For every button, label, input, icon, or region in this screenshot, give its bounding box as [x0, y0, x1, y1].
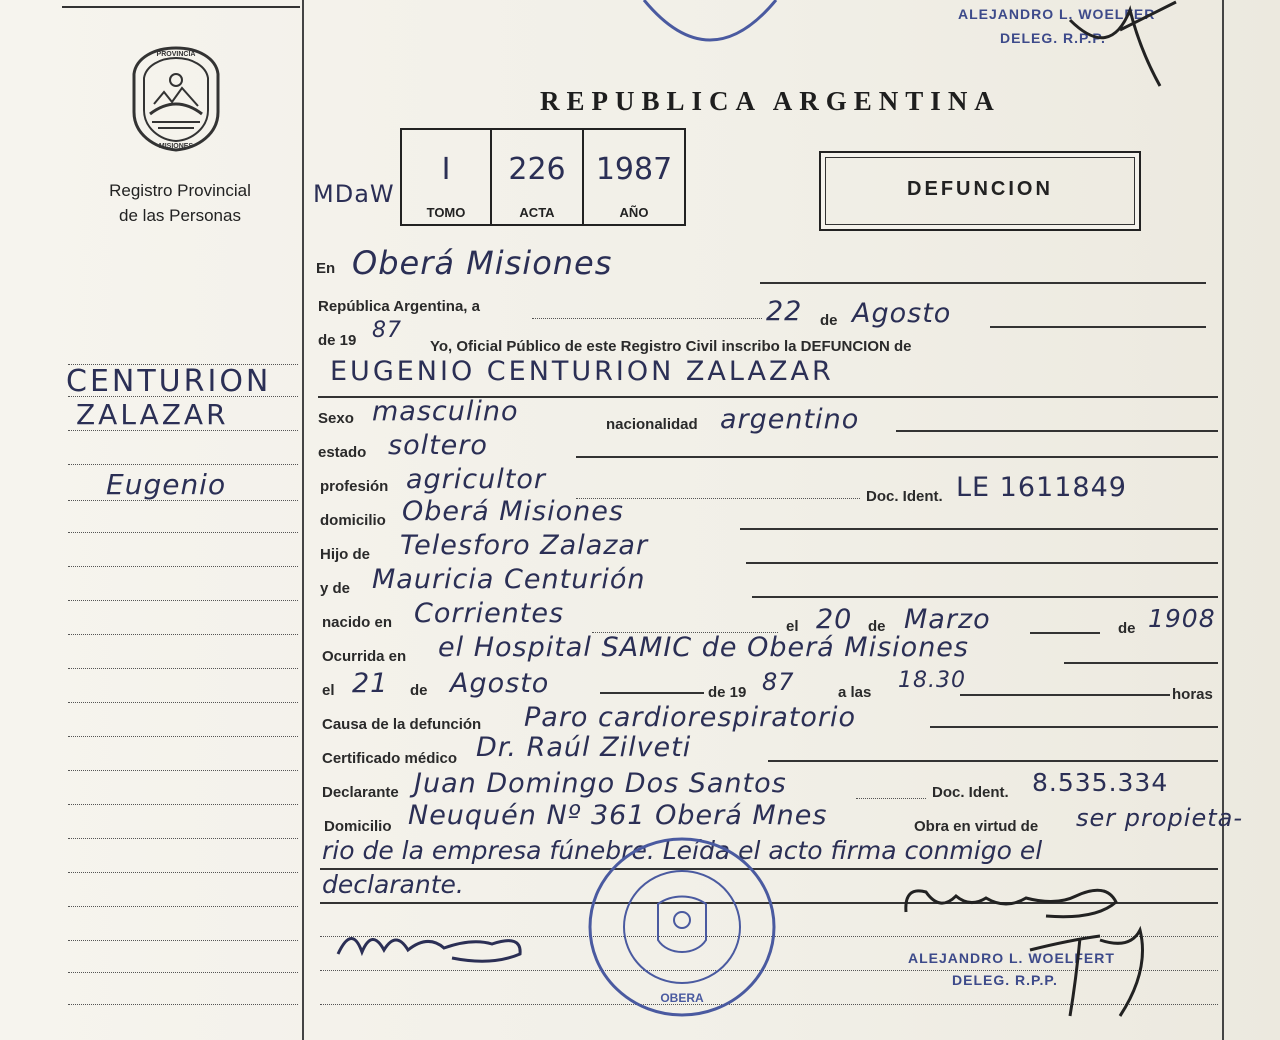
margin-line	[68, 600, 298, 601]
docident-label: Doc. Ident.	[866, 488, 943, 505]
en-label: En	[316, 260, 336, 277]
docident2-label: Doc. Ident.	[932, 784, 1009, 801]
emblem-bottom-text: MISIONES	[158, 143, 194, 150]
yde-label: y de	[320, 580, 351, 597]
birth-de2-label: de	[1118, 620, 1136, 637]
margin-line	[68, 634, 298, 635]
estado-value: soltero	[388, 430, 488, 461]
margin-line	[68, 972, 298, 973]
declarant-name: Juan Domingo Dos Santos	[414, 768, 787, 799]
death-register-month: Agosto	[852, 298, 952, 329]
yo-text: Yo, Oficial Público de este Registro Civil inscribo la DEFUNCION de	[430, 338, 912, 355]
death-de-label: de	[410, 682, 428, 699]
fill-line	[576, 456, 1218, 458]
registry-line1: Registro Provincial	[109, 181, 251, 200]
nacido-label: nacido en	[322, 614, 393, 631]
page-title: REPUBLICA ARGENTINA	[540, 86, 1001, 116]
provincial-emblem-icon	[128, 44, 224, 154]
margin-line	[68, 532, 298, 533]
tomo-label: TOMO	[426, 205, 466, 220]
margin-line	[68, 770, 298, 771]
birthplace: Corrientes	[414, 598, 565, 629]
death-register-day: 22	[766, 296, 803, 327]
horas-label: horas	[1172, 686, 1213, 703]
fill-line	[740, 528, 1218, 530]
death-month: Agosto	[450, 668, 550, 699]
birth-day: 20	[816, 604, 853, 635]
anio-value: 1987	[595, 152, 673, 187]
registration-box	[400, 128, 686, 226]
death-day: 21	[352, 668, 389, 699]
seal-bottom-text: OBERA	[660, 991, 704, 1005]
registry-name	[62, 178, 298, 228]
margin-line	[68, 940, 298, 941]
tomo-value: I	[441, 152, 451, 187]
place-of-death: el Hospital SAMIC de Oberá Misiones	[438, 632, 969, 663]
republica-label: República Argentina, a	[318, 298, 480, 315]
top-rule	[62, 6, 300, 8]
obra-end: declarante.	[322, 870, 464, 899]
birth-month: Marzo	[904, 604, 991, 635]
death-de19-label: de 19	[708, 684, 747, 701]
margin-line	[68, 736, 298, 737]
official-stamp-bottom: ALEJANDRO L. WOELFERT	[908, 950, 1115, 966]
fill-line	[1064, 662, 1218, 664]
seal-top-text	[604, 1022, 605, 1023]
declarant-address: Neuquén Nº 361 Oberá Mnes	[408, 800, 828, 831]
margin-line	[68, 906, 298, 907]
father-name: Telesforo Zalazar	[400, 530, 649, 561]
official-stamp-bottom-line2: DELEG. R.P.P.	[952, 972, 1058, 988]
domicilio-value: Oberá Misiones	[402, 496, 624, 527]
obra-value: ser propieta-	[1076, 804, 1243, 832]
death-el-label: el	[322, 682, 335, 699]
declarant-doc: 8.535.334	[1032, 768, 1169, 797]
anio-label: AÑO	[619, 205, 649, 220]
birth-el-label: el	[786, 618, 799, 635]
ocurrida-label: Ocurrida en	[322, 648, 407, 665]
death-hour: 18.30	[898, 668, 966, 693]
en-value: Oberá Misiones	[352, 244, 613, 282]
tomo-cell	[402, 130, 492, 224]
causa-label: Causa de la defunción	[322, 716, 482, 733]
margin-given-name: Eugenio	[106, 468, 227, 501]
fill-line	[960, 694, 1170, 696]
sexo-value: masculino	[372, 396, 519, 427]
declarant-signature-icon	[332, 914, 532, 970]
fill-line	[856, 798, 926, 799]
docident-value: LE 1611849	[956, 472, 1127, 503]
margin-line	[68, 464, 298, 465]
mother-name: Mauricia Centurión	[372, 564, 646, 595]
profesion-label: profesión	[320, 478, 389, 495]
acta-label: ACTA	[519, 205, 555, 220]
nacionalidad-value: argentino	[720, 404, 860, 435]
emblem-top-text: PROVINCIA	[156, 51, 196, 58]
fill-line	[990, 326, 1206, 328]
fill-line	[760, 282, 1206, 284]
birth-year: 1908	[1148, 604, 1216, 633]
official-stamp-top: ALEJANDRO L. WOELFER	[958, 6, 1156, 22]
fill-line	[768, 760, 1218, 762]
obra-continuation: rio de la empresa fúnebre. Leída el acto firma conmigo el	[322, 836, 1043, 865]
cause-of-death: Paro cardiorespiratorio	[524, 702, 856, 733]
fill-line	[896, 430, 1218, 432]
alas-label: a las	[838, 684, 872, 701]
margin-line	[68, 872, 298, 873]
domicilio2-label: Domicilio	[324, 818, 392, 835]
margin-line	[68, 702, 298, 703]
fill-line	[752, 596, 1218, 598]
seal-top-icon	[640, 0, 780, 44]
margin-line	[68, 1004, 298, 1005]
margin-line	[68, 838, 298, 839]
acta-cell	[492, 130, 584, 224]
fill-line	[532, 318, 762, 319]
acta-value: 226	[508, 152, 566, 187]
birth-de-label: de	[868, 618, 886, 635]
nacionalidad-label: nacionalidad	[606, 416, 698, 433]
death-year: 87	[762, 668, 795, 696]
estado-label: estado	[318, 444, 367, 461]
official-stamp-top-line2: DELEG. R.P.P.	[1000, 30, 1106, 46]
document-type: DEFUNCION	[907, 178, 1053, 200]
fill-line	[930, 726, 1218, 728]
office-code: MDaW	[313, 180, 395, 208]
margin-line	[68, 566, 298, 567]
anio-cell	[584, 130, 684, 224]
margin-surname2: ZALAZAR	[76, 398, 229, 431]
domicilio-label: domicilio	[320, 512, 386, 529]
certifying-doctor: Dr. Raúl Zilveti	[476, 732, 692, 763]
obra-label: Obra en virtud de	[914, 818, 1039, 835]
registry-seal-icon	[582, 834, 782, 1020]
de19-label: de 19	[318, 332, 357, 349]
profesion-value: agricultor	[406, 464, 546, 495]
margin-line	[68, 804, 298, 805]
margin-surname1: CENTURION	[66, 364, 272, 399]
fill-line	[1030, 632, 1100, 634]
de-label: de	[820, 312, 838, 329]
margin-line	[68, 668, 298, 669]
declarante-label: Declarante	[322, 784, 399, 801]
right-border	[1222, 0, 1224, 1040]
fill-line	[600, 692, 704, 694]
signature-bottom-icon	[1020, 920, 1170, 1020]
margin-divider	[302, 0, 304, 1040]
document-type-box	[819, 151, 1141, 231]
register-year-suffix: 87	[372, 318, 402, 343]
deceased-name: EUGENIO CENTURION ZALAZAR	[330, 356, 834, 387]
cert-label: Certificado médico	[322, 750, 458, 767]
registry-line2: de las Personas	[119, 206, 241, 225]
signature-top-icon	[1060, 0, 1180, 90]
hijo-label: Hijo de	[320, 546, 371, 563]
sexo-label: Sexo	[318, 410, 354, 427]
fill-line	[746, 562, 1218, 564]
